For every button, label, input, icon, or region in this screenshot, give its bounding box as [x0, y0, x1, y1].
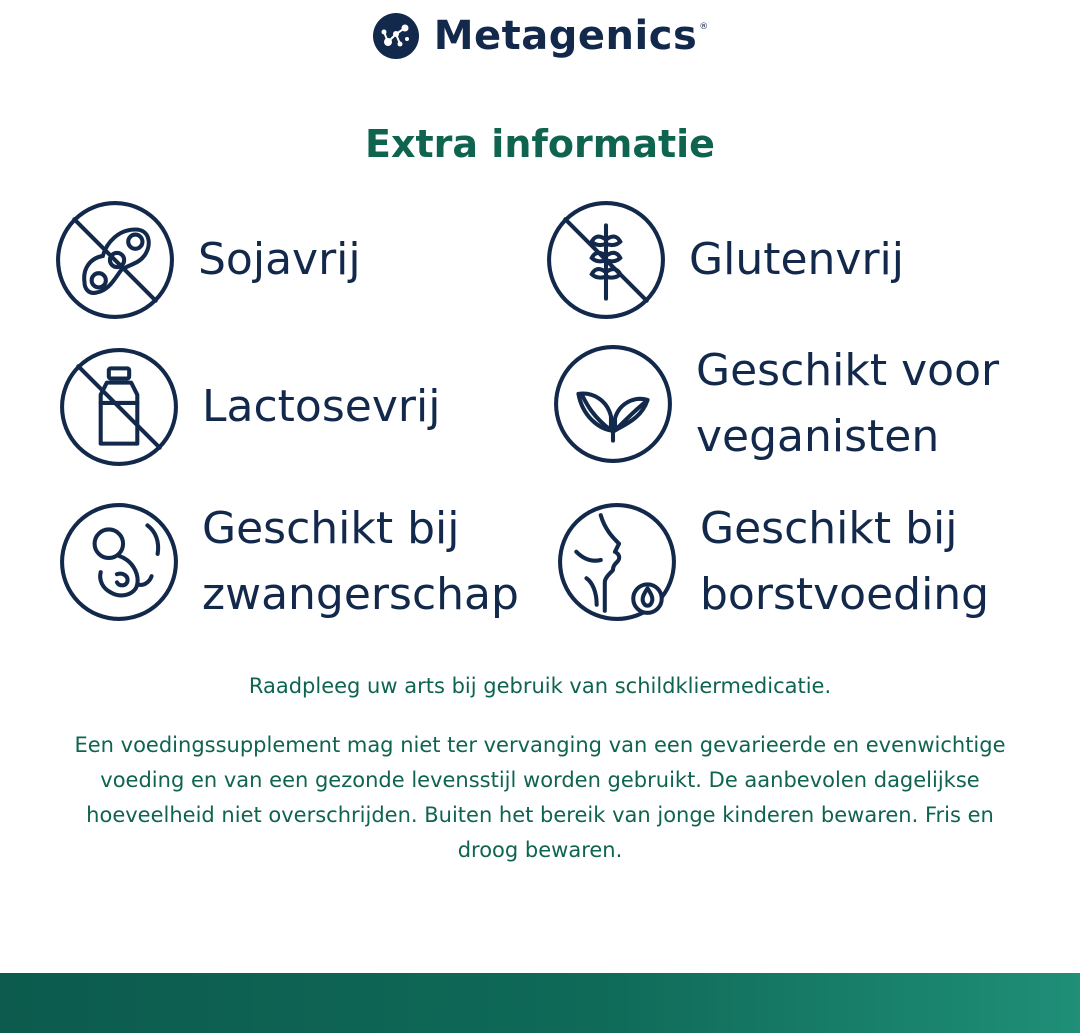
feature-label: Geschikt bij zwangerschap	[202, 503, 519, 620]
feature-pregnancy	[58, 496, 519, 628]
soy-free-icon	[54, 199, 176, 321]
feature-soy-free	[54, 199, 361, 321]
vegan-leaf-icon	[552, 343, 674, 465]
feature-label: Glutenvrij	[689, 234, 904, 285]
feature-label: Lactosevrij	[202, 381, 441, 432]
molecule-icon	[372, 12, 420, 60]
feature-label: Geschikt voor veganisten	[696, 345, 1000, 462]
consult-note: Raadpleeg uw arts bij gebruik van schildkliermedicatie.	[248, 674, 832, 698]
footer-band	[0, 973, 1080, 1033]
disclaimer-note: Een voedingssupplement mag niet ter vervanging van een gevarieerde en evenwichtige voeding en van een gezonde levensstijl worden gebruikt. De aanbevolen dagelijkse hoeveelheid niet overschrijden. Buiten het bereik van jonge kinderen bewaren. Fris en droog bewaren.	[74, 733, 1006, 862]
feature-label: Sojavrij	[198, 234, 361, 285]
gluten-free-icon	[545, 199, 667, 321]
feature-gluten-free	[545, 199, 904, 321]
breastfeeding-icon	[556, 501, 678, 623]
feature-lactose-free	[58, 346, 440, 468]
pregnancy-icon	[58, 501, 180, 623]
feature-label: Geschikt bij borstvoeding	[700, 503, 990, 620]
lactose-free-icon	[58, 346, 180, 468]
feature-vegan	[552, 338, 999, 470]
section-title: Extra informatie	[365, 122, 715, 166]
feature-breastfeeding	[556, 496, 989, 628]
brand-logo	[0, 8, 1080, 64]
registered-mark: ®	[699, 22, 709, 32]
brand-name: Metagenics	[433, 13, 698, 59]
